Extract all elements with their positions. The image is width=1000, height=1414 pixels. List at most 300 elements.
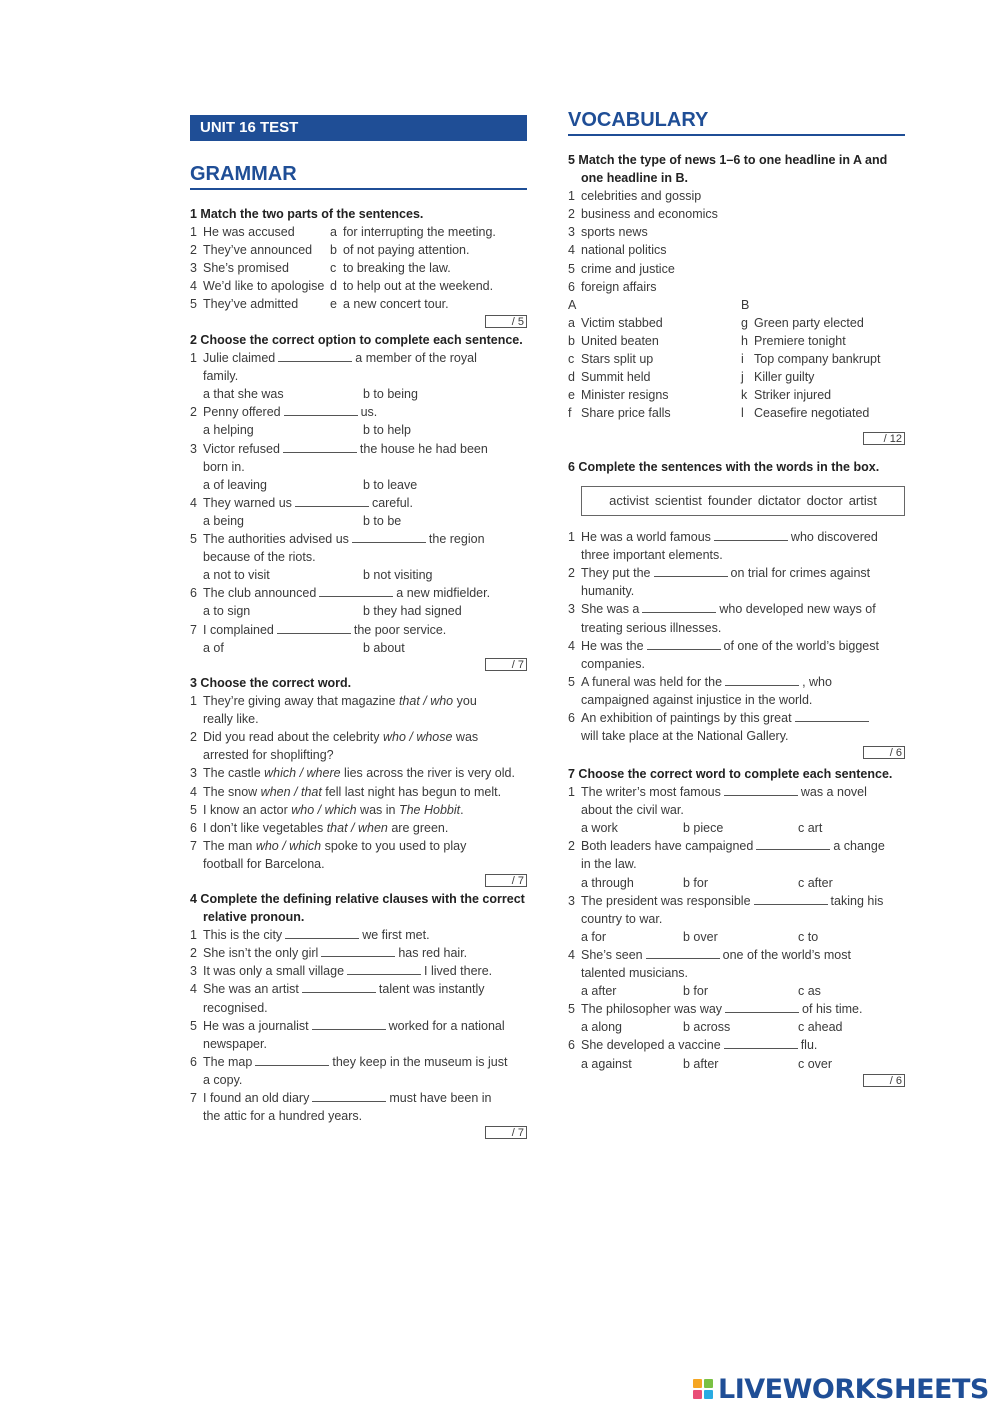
- item-number: 6: [190, 1054, 197, 1069]
- q1-title: 1 Match the two parts of the sentences.: [190, 207, 424, 221]
- option-a[interactable]: a through: [581, 875, 634, 890]
- item-letter: l: [741, 406, 744, 421]
- sentence-start: I know an actor: [203, 802, 292, 817]
- vocabulary-title: VOCABULARY: [568, 108, 905, 136]
- punct: .: [460, 802, 464, 817]
- item-number: 5: [190, 297, 197, 312]
- sentence-end: one of the world’s most: [722, 947, 851, 962]
- answer-blank[interactable]: [725, 1001, 799, 1013]
- sentence-start: I complained: [203, 622, 274, 637]
- option-c[interactable]: c ahead: [798, 1020, 843, 1035]
- sentence-end: was a novel: [800, 785, 867, 800]
- score-box: / 12: [863, 432, 905, 445]
- score-box: / 7: [485, 874, 527, 887]
- option-a[interactable]: a along: [581, 1020, 623, 1035]
- sentence: [190, 692, 527, 728]
- item-text: Stars split up: [581, 352, 654, 367]
- sentence-cont: humanity.: [581, 584, 635, 599]
- sentence-cont: newspaper.: [203, 1036, 267, 1051]
- item-number: 4: [568, 638, 575, 653]
- item-text: to breaking the law.: [343, 261, 451, 276]
- sentence-end: was in: [356, 802, 399, 817]
- word-box: [581, 486, 905, 516]
- option-b[interactable]: b about: [363, 640, 405, 655]
- answer-blank[interactable]: [756, 838, 830, 850]
- news-type: [568, 205, 905, 223]
- sentence-start: The president was responsible: [581, 893, 751, 908]
- item-number: 1: [568, 785, 575, 800]
- item-number: 1: [190, 928, 197, 943]
- sentence-start: Victor refused: [203, 441, 280, 456]
- headline-b[interactable]: [741, 386, 832, 404]
- sentence-cont: companies.: [581, 656, 645, 671]
- sentence-start: Julie claimed: [203, 351, 276, 366]
- sentence-start: The writer’s most famous: [581, 785, 721, 800]
- sentence: [190, 819, 527, 837]
- item-number: 4: [568, 947, 575, 962]
- option-b[interactable]: b not visiting: [363, 568, 433, 583]
- item-number: 6: [568, 711, 575, 726]
- sentence-end: I lived there.: [424, 964, 493, 979]
- answer-blank[interactable]: [285, 927, 359, 939]
- item-text: celebrities and gossip: [581, 189, 702, 204]
- item-number: 3: [190, 261, 197, 276]
- option-a[interactable]: a to sign: [203, 604, 251, 619]
- news-type: [568, 241, 905, 259]
- sentence-end: was: [452, 730, 479, 745]
- item-text: Summit held: [581, 370, 651, 385]
- item-letter: g: [741, 315, 748, 330]
- item-number: 5: [190, 802, 197, 817]
- sentence-cont: treating serious illnesses.: [581, 620, 722, 635]
- item-text: Share price falls: [581, 406, 671, 421]
- item-number: 3: [568, 225, 575, 240]
- sentence-start: It was only a small village: [203, 964, 345, 979]
- option-b[interactable]: b after: [683, 1056, 719, 1071]
- sentence-cont: in the law.: [581, 857, 637, 872]
- sentence: [568, 709, 905, 745]
- sentence: [568, 528, 905, 564]
- sentence-cont: family.: [203, 369, 239, 384]
- sentence-start: Both leaders have campaigned: [581, 839, 754, 854]
- item-number: 6: [568, 1038, 575, 1053]
- answer-blank[interactable]: [277, 622, 351, 634]
- option-c[interactable]: c over: [798, 1056, 833, 1071]
- sentence-start: The philosopher was way: [581, 1002, 723, 1017]
- sentence-start: The snow: [203, 784, 261, 799]
- sentence-end: the house he had been: [359, 441, 488, 456]
- sentence-start: Penny offered: [203, 405, 281, 420]
- answer-blank[interactable]: [647, 638, 721, 650]
- options-row: [568, 819, 905, 837]
- item-text: Ceasefire negotiated: [754, 406, 870, 421]
- news-type: [568, 260, 905, 278]
- answer-blank[interactable]: [724, 1037, 798, 1049]
- sentence-start: The castle: [203, 766, 265, 781]
- options-row: [568, 928, 905, 946]
- headline-row: [568, 350, 905, 368]
- answer-blank[interactable]: [646, 947, 720, 959]
- item-text: national politics: [581, 243, 667, 258]
- headline-a[interactable]: [568, 404, 671, 422]
- sentence-end: are green.: [387, 820, 449, 835]
- headline-b[interactable]: [741, 314, 864, 332]
- sentence-start: Did you read about the celebrity: [203, 730, 383, 745]
- answer-blank[interactable]: [283, 441, 357, 453]
- option-b[interactable]: b to help: [363, 423, 411, 438]
- headline-b[interactable]: [741, 332, 846, 350]
- options-row: [190, 512, 527, 530]
- option-b[interactable]: b to be: [363, 513, 402, 528]
- option-b[interactable]: b to leave: [363, 477, 418, 492]
- news-type: [568, 223, 905, 241]
- column-headers: [568, 296, 905, 314]
- word-choice[interactable]: when / that: [260, 784, 322, 799]
- item-number: 4: [568, 243, 575, 258]
- headline-b[interactable]: [741, 350, 881, 368]
- options-row: [568, 874, 905, 892]
- word-choice[interactable]: who / whose: [382, 730, 453, 745]
- item-number: 1: [190, 351, 197, 366]
- sentence: [568, 600, 905, 636]
- answer-blank[interactable]: [255, 1054, 329, 1066]
- sentence-start: She was a: [581, 602, 640, 617]
- sentence: [190, 728, 527, 764]
- sentence-end: we first met.: [362, 928, 430, 943]
- item-number: 7: [190, 838, 197, 853]
- sentence-end: spoke to you used to play: [321, 838, 467, 853]
- item-number: 3: [190, 766, 197, 781]
- word-choice[interactable]: who / which: [255, 838, 322, 853]
- sentence-end: they keep in the museum is just: [332, 1054, 508, 1069]
- sentence-cont: about the civil war.: [581, 803, 684, 818]
- item-number: 2: [190, 405, 197, 420]
- answer-blank[interactable]: [642, 601, 716, 613]
- sentence-start: She isn’t the only girl: [203, 946, 319, 961]
- item-letter: c: [330, 261, 337, 276]
- option-a[interactable]: a after: [581, 984, 617, 999]
- option-a[interactable]: a being: [203, 513, 245, 528]
- option-b[interactable]: b for: [683, 984, 709, 999]
- sentence-end: the region: [428, 532, 485, 547]
- option-a[interactable]: a work: [581, 821, 618, 836]
- headline-b[interactable]: [741, 404, 870, 422]
- sentence-end: who discovered: [790, 530, 878, 545]
- item-text: Premiere tonight: [754, 333, 846, 348]
- header-a: A: [568, 297, 577, 312]
- sentence-start: This is the city: [203, 928, 283, 943]
- sentence: [190, 349, 527, 385]
- sentence: [190, 1089, 527, 1125]
- sentence-cont: born in.: [203, 459, 245, 474]
- match-row: [190, 223, 527, 241]
- sentence-start: I found an old diary: [203, 1091, 310, 1106]
- sentence: [190, 783, 527, 801]
- item-number: 1: [568, 530, 575, 545]
- option-a[interactable]: a for: [581, 929, 607, 944]
- q5-title: 5 Match the type of news 1–6 to one headline in A and one headline in B.: [568, 153, 888, 186]
- item-text: They’ve admitted: [203, 297, 299, 312]
- item-text: Victim stabbed: [581, 315, 663, 330]
- sentence-cont: a copy.: [203, 1072, 243, 1087]
- option-b[interactable]: b to being: [363, 387, 418, 402]
- item-letter: a: [330, 225, 337, 240]
- sentence-end: lies across the river is very old.: [340, 766, 515, 781]
- item-number: 2: [568, 566, 575, 581]
- option-b[interactable]: b piece: [683, 821, 724, 836]
- item-text: to help out at the weekend.: [343, 279, 494, 294]
- sentence-start: He was the: [581, 638, 644, 653]
- question-2: [190, 331, 527, 675]
- sentence: [190, 440, 527, 476]
- item-number: 2: [568, 839, 575, 854]
- sentence-end: fell last night has begun to melt.: [321, 784, 502, 799]
- word-option[interactable]: activist: [609, 493, 649, 509]
- item-number: 5: [568, 674, 575, 689]
- match-row: [190, 295, 527, 313]
- option-b[interactable]: b over: [683, 929, 718, 944]
- word-option[interactable]: doctor: [806, 493, 843, 509]
- answer-blank[interactable]: [352, 531, 426, 543]
- sentence: [568, 837, 905, 873]
- option-c[interactable]: c art: [798, 821, 823, 836]
- match-row: [190, 259, 527, 277]
- answer-blank[interactable]: [319, 585, 393, 597]
- item-text: She’s promised: [203, 261, 289, 276]
- headline-a[interactable]: [568, 386, 669, 404]
- sentence-start: He was a journalist: [203, 1018, 309, 1033]
- option-c[interactable]: c to: [798, 929, 819, 944]
- sentence-end: a new midfielder.: [396, 586, 491, 601]
- item-letter: e: [330, 297, 337, 312]
- item-number: 1: [190, 225, 197, 240]
- item-number: 4: [190, 784, 197, 799]
- logo-text: LIVEWORKSHEETS: [718, 1373, 989, 1405]
- sentence: [190, 764, 527, 782]
- question-3: [190, 674, 527, 891]
- item-text: Top company bankrupt: [754, 352, 881, 367]
- answer-blank[interactable]: [724, 784, 798, 796]
- option-a[interactable]: a not to visit: [203, 568, 270, 583]
- sentence-start: The authorities advised us: [203, 532, 349, 547]
- item-number: 3: [568, 602, 575, 617]
- item-text: foreign affairs: [581, 279, 657, 294]
- options-row: [190, 421, 527, 439]
- sentence-cont: recognised.: [203, 1000, 268, 1015]
- option-c[interactable]: c as: [798, 984, 821, 999]
- sentence-cont: football for Barcelona.: [203, 856, 325, 871]
- sentence: [568, 946, 905, 982]
- item-number: 3: [568, 893, 575, 908]
- sentence-end: the poor service.: [353, 622, 447, 637]
- answer-blank[interactable]: [295, 495, 369, 507]
- word-option[interactable]: artist: [848, 493, 877, 509]
- news-type: [568, 187, 905, 205]
- answer-blank[interactable]: [795, 710, 869, 722]
- item-text: of not paying attention.: [343, 243, 470, 258]
- sentence-end: flu.: [800, 1038, 818, 1053]
- sentence-start: An exhibition of paintings by this great: [581, 711, 792, 726]
- logo-mark-icon: [693, 1379, 713, 1399]
- item-number: 1: [568, 189, 575, 204]
- answer-blank[interactable]: [312, 1018, 386, 1030]
- item-text: business and economics: [581, 207, 718, 222]
- sentence-cont: really like.: [203, 712, 259, 727]
- options-row: [190, 602, 527, 620]
- word-option[interactable]: dictator: [757, 493, 801, 509]
- word-choice[interactable]: that / who: [398, 694, 454, 709]
- answer-blank[interactable]: [754, 893, 828, 905]
- sentence-cont: campaigned against injustice in the world.: [581, 692, 813, 707]
- headline-a[interactable]: [568, 368, 651, 386]
- item-number: 6: [190, 820, 197, 835]
- options-row: [190, 639, 527, 657]
- sentence-cont: three important elements.: [581, 548, 723, 563]
- item-letter: h: [741, 333, 748, 348]
- item-number: 4: [190, 279, 197, 294]
- sentence: [568, 892, 905, 928]
- headline-row: [568, 386, 905, 404]
- sentence: [190, 962, 527, 980]
- answer-blank[interactable]: [284, 404, 358, 416]
- options-row: [568, 1018, 905, 1036]
- item-text: They’ve announced: [203, 243, 313, 258]
- item-letter: j: [741, 370, 744, 385]
- item-number: 1: [190, 694, 197, 709]
- item-letter: e: [568, 388, 575, 403]
- option-a[interactable]: a of: [203, 640, 224, 655]
- word-option[interactable]: founder: [707, 493, 752, 509]
- item-letter: d: [330, 279, 337, 294]
- answer-blank[interactable]: [321, 945, 395, 957]
- question-6: [568, 458, 905, 763]
- sentence: [190, 837, 527, 873]
- q7-title: 7 Choose the correct word to complete each sentence.: [568, 767, 893, 781]
- options-row: [190, 566, 527, 584]
- item-number: 2: [190, 243, 197, 258]
- item-letter: k: [741, 388, 748, 403]
- answer-blank[interactable]: [312, 1090, 386, 1102]
- option-c[interactable]: c after: [798, 875, 833, 890]
- item-text: United beaten: [581, 333, 659, 348]
- sentence-start: They’re giving away that magazine: [203, 694, 399, 709]
- word-choice[interactable]: which / where: [264, 766, 341, 781]
- sentence-cont: the attic for a hundred years.: [203, 1109, 363, 1124]
- option-b[interactable]: b they had signed: [363, 604, 462, 619]
- headline-b[interactable]: [741, 368, 815, 386]
- options-row: [190, 385, 527, 403]
- answer-blank[interactable]: [302, 981, 376, 993]
- score-box: / 7: [485, 1126, 527, 1139]
- sentence-end: careful.: [371, 495, 413, 510]
- word-choice[interactable]: who / which: [291, 802, 357, 817]
- item-number: 2: [568, 207, 575, 222]
- sentence-start: She was an artist: [203, 982, 299, 997]
- sentence-end: who developed new ways of: [719, 602, 876, 617]
- sentence-cont: will take place at the National Gallery.: [581, 729, 789, 744]
- headline-row: [568, 314, 905, 332]
- item-text: Green party elected: [754, 315, 864, 330]
- sentence-end: a member of the royal: [355, 351, 477, 366]
- sentence-cont: country to war.: [581, 911, 663, 926]
- sentence-end: talent was instantly: [378, 982, 485, 997]
- item-number: 7: [190, 622, 197, 637]
- sentence-end: of his time.: [802, 1002, 863, 1017]
- q3-title: 3 Choose the correct word.: [190, 676, 352, 690]
- answer-blank[interactable]: [714, 529, 788, 541]
- sentence-cont: talented musicians.: [581, 966, 689, 981]
- item-letter: c: [568, 352, 575, 367]
- answer-blank[interactable]: [654, 565, 728, 577]
- match-row: [190, 241, 527, 259]
- word-choice[interactable]: that / when: [326, 820, 388, 835]
- sentence-start: The map: [203, 1054, 253, 1069]
- options-row: [190, 476, 527, 494]
- sentence-end: on trial for crimes against: [730, 566, 871, 581]
- item-number: 4: [190, 495, 197, 510]
- sentence-start: A funeral was held for the: [581, 674, 723, 689]
- sentence-end: worked for a national: [388, 1018, 505, 1033]
- sentence-start: The man: [203, 838, 256, 853]
- options-row: [568, 982, 905, 1000]
- sentence: [568, 637, 905, 673]
- sentence-end: has red hair.: [398, 946, 468, 961]
- answer-blank[interactable]: [725, 674, 799, 686]
- item-number: 2: [190, 730, 197, 745]
- sentence-end: taking his: [830, 893, 884, 908]
- item-number: 4: [190, 982, 197, 997]
- answer-blank[interactable]: [278, 350, 352, 362]
- option-a[interactable]: a against: [581, 1056, 632, 1071]
- headline-a[interactable]: [568, 314, 663, 332]
- option-a[interactable]: a of leaving: [203, 477, 267, 492]
- score-box: / 7: [485, 658, 527, 671]
- sentence-cont: arrested for shoplifting?: [203, 748, 334, 763]
- q2-title: 2 Choose the correct option to complete each sentence.: [190, 333, 523, 347]
- headline-row: [568, 368, 905, 386]
- sentence-end: you: [453, 694, 477, 709]
- liveworksheets-logo: [693, 1374, 993, 1404]
- option-b[interactable]: b across: [683, 1020, 731, 1035]
- headline-a[interactable]: [568, 350, 654, 368]
- item-text: Killer guilty: [754, 370, 815, 385]
- sentence: [190, 926, 527, 944]
- item-number: 7: [190, 1091, 197, 1106]
- sentence: [190, 584, 527, 602]
- item-letter: b: [568, 333, 575, 348]
- item-text: a new concert tour.: [343, 297, 449, 312]
- header-b: B: [741, 297, 750, 312]
- answer-blank[interactable]: [347, 963, 421, 975]
- item-letter: d: [568, 370, 575, 385]
- sentence: [190, 980, 527, 1016]
- sentence-start: She developed a vaccine: [581, 1038, 721, 1053]
- item-number: 3: [190, 441, 197, 456]
- option-b[interactable]: b for: [683, 875, 709, 890]
- q6-title: 6 Complete the sentences with the words in the box.: [568, 460, 880, 474]
- item-letter: a: [568, 315, 575, 330]
- sentence-end: a change: [833, 839, 885, 854]
- title-text: The Hobbit: [398, 802, 461, 817]
- question-4: [190, 890, 527, 1143]
- headline-row: [568, 404, 905, 422]
- headline-a[interactable]: [568, 332, 659, 350]
- option-a[interactable]: a helping: [203, 423, 254, 438]
- word-option[interactable]: scientist: [654, 493, 702, 509]
- option-a[interactable]: a that she was: [203, 387, 284, 402]
- sentence-start: They warned us: [203, 495, 292, 510]
- sentence: [190, 403, 527, 421]
